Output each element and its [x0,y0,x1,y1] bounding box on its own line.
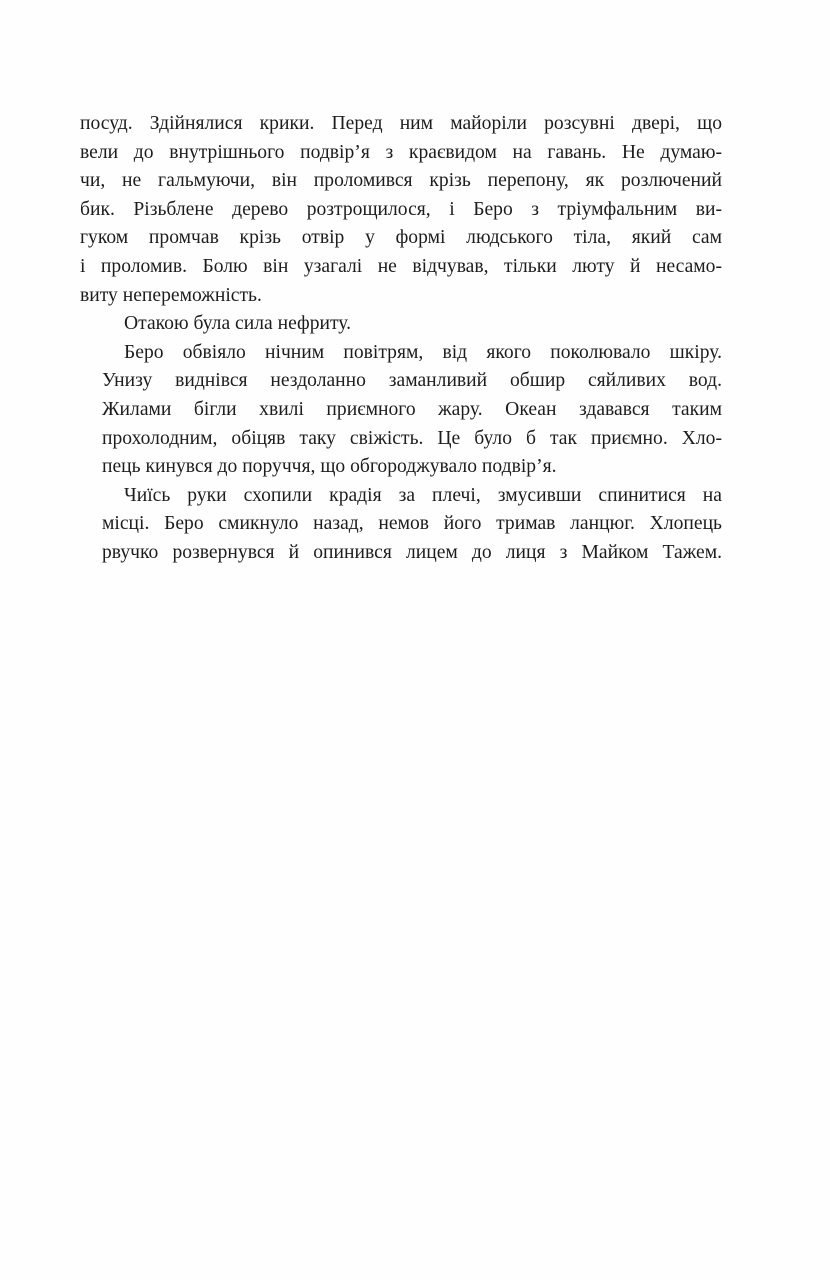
text-line: Жилами бігли хвилі приємного жару. Океан здавався таким [102,398,722,420]
paragraph-4 [80,482,722,568]
page-text [80,110,722,568]
text-line: чи, не гальмуючи, він проломився крізь перепону, як розлючений [80,170,722,192]
text-line: посуд. Здійнялися крики. Перед ним майоріли розсувні двері, що [80,113,722,134]
paragraph-3 [80,339,722,482]
text-line: прохолодним, обіцяв таку свіжість. Це було б так приємно. Хло- [102,427,722,449]
text-line: Чиїсь руки схопили крадія за плечі, змусивши спинитися на [124,484,722,506]
text-line: виту непереможність. [80,284,262,306]
text-line: пець кинувся до поруччя, що обгороджувало подвір’я. [102,456,557,478]
text-line: рвучко розвернувся й опинився лицем до лиця з Майком Тажем. [102,541,722,563]
paragraph-1 [80,110,722,310]
text-line: вели до внутрішнього подвір’я з краєвидом на гавань. Не думаю- [80,141,722,163]
text-line: місці. Беро смикнуло назад, немов його тримав ланцюг. Хлопець [102,513,722,535]
paragraph-2 [80,310,722,339]
text-line: бик. Різьблене дерево розтрощилося, і Беро з тріумфальним ви- [80,198,722,220]
text-line: Беро обвіяло нічним повітрям, від якого поколювало шкіру. [124,341,722,363]
text-line: Отакою була сила нефриту. [124,313,352,335]
text-line: гуком промчав крізь отвір у формі людського тіла, який сам [80,227,722,249]
text-line: Унизу виднівся нездоланно заманливий обшир сяйливих вод. [102,370,722,392]
text-line: і проломив. Болю він узагалі не відчував, тільки люту й несамо- [80,255,722,277]
